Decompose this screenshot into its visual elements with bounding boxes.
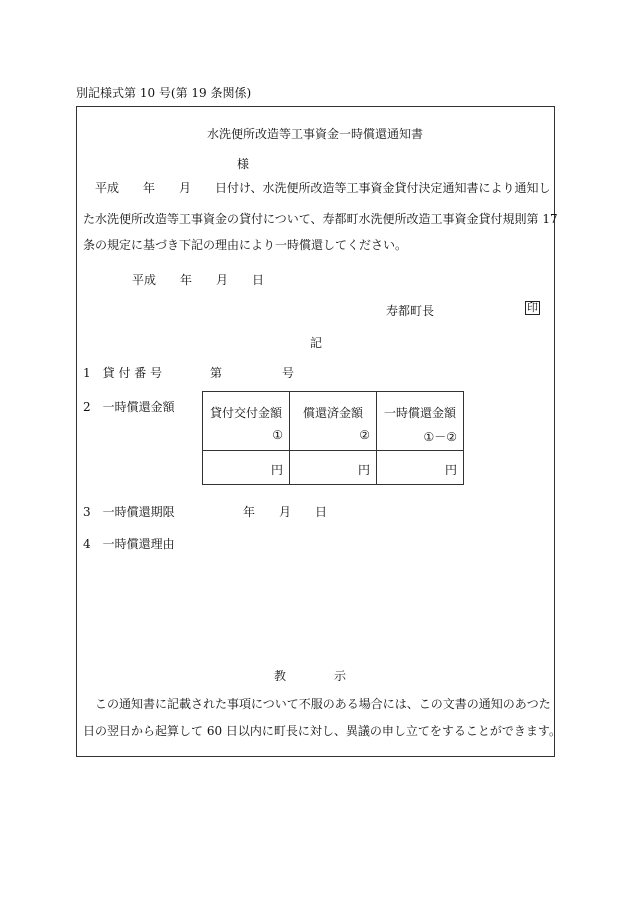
document-title: 水洗便所改造等工事資金一時償還通知書 <box>206 127 423 141</box>
amount-value-cell <box>203 451 290 485</box>
amount-marker: ① <box>272 428 283 442</box>
amount-table <box>202 391 464 485</box>
yen-unit: 円 <box>357 463 370 477</box>
notice-title: 教 示 <box>274 669 347 683</box>
amount-label: 2 一時償還金額 <box>83 400 175 414</box>
issue-date: 平成 年 月 日 <box>132 273 265 287</box>
amount-marker: ①－② <box>423 430 457 444</box>
loan-number-value: 第 号 <box>210 366 295 380</box>
amount-value-cell <box>290 451 377 485</box>
amount-value-cell <box>377 451 464 485</box>
yen-unit: 円 <box>444 463 457 477</box>
loan-number-label: 1 貸 付 番 号 <box>83 366 163 380</box>
amount-header: 貸付交付金額 <box>209 406 282 420</box>
yen-unit: 円 <box>270 463 283 477</box>
amount-header-cell <box>377 392 464 451</box>
deadline-value: 年 月 日 <box>243 505 328 519</box>
amount-header: 一時償還金額 <box>383 406 456 420</box>
ki-heading: 記 <box>310 336 323 350</box>
body-line-1: 平成 年 月 日付け、水洗便所改造等工事資金貸付決定通知書により通知し <box>95 181 551 195</box>
form-reference: 別記様式第 10 号(第 19 条関係) <box>76 86 252 100</box>
deadline-label: 3 一時償還期限 <box>83 505 175 519</box>
body-line-3: 条の規定に基づき下記の理由により一時償還してください。 <box>83 238 408 252</box>
notice-line-1: この通知書に記載された事項について不服のある場合には、この文書の通知のあつた <box>95 697 551 711</box>
seal-mark: 印 <box>527 301 538 314</box>
amount-header-cell <box>203 392 290 451</box>
notice-line-2: 日の翌日から起算して 60 日以内に町長に対し、異議の申し立てをすることができます。 <box>83 724 561 738</box>
amount-header: 償還済金額 <box>302 406 363 420</box>
amount-header-cell <box>290 392 377 451</box>
body-line-2: た水洗便所改造等工事資金の貸付について、寿都町水洗便所改造工事資金貸付規則第 17 <box>83 212 558 226</box>
amount-marker: ② <box>359 428 370 442</box>
reason-label: 4 一時償還理由 <box>83 537 175 551</box>
addressee-suffix: 様 <box>237 157 250 171</box>
issuer-name: 寿都町長 <box>386 304 435 318</box>
